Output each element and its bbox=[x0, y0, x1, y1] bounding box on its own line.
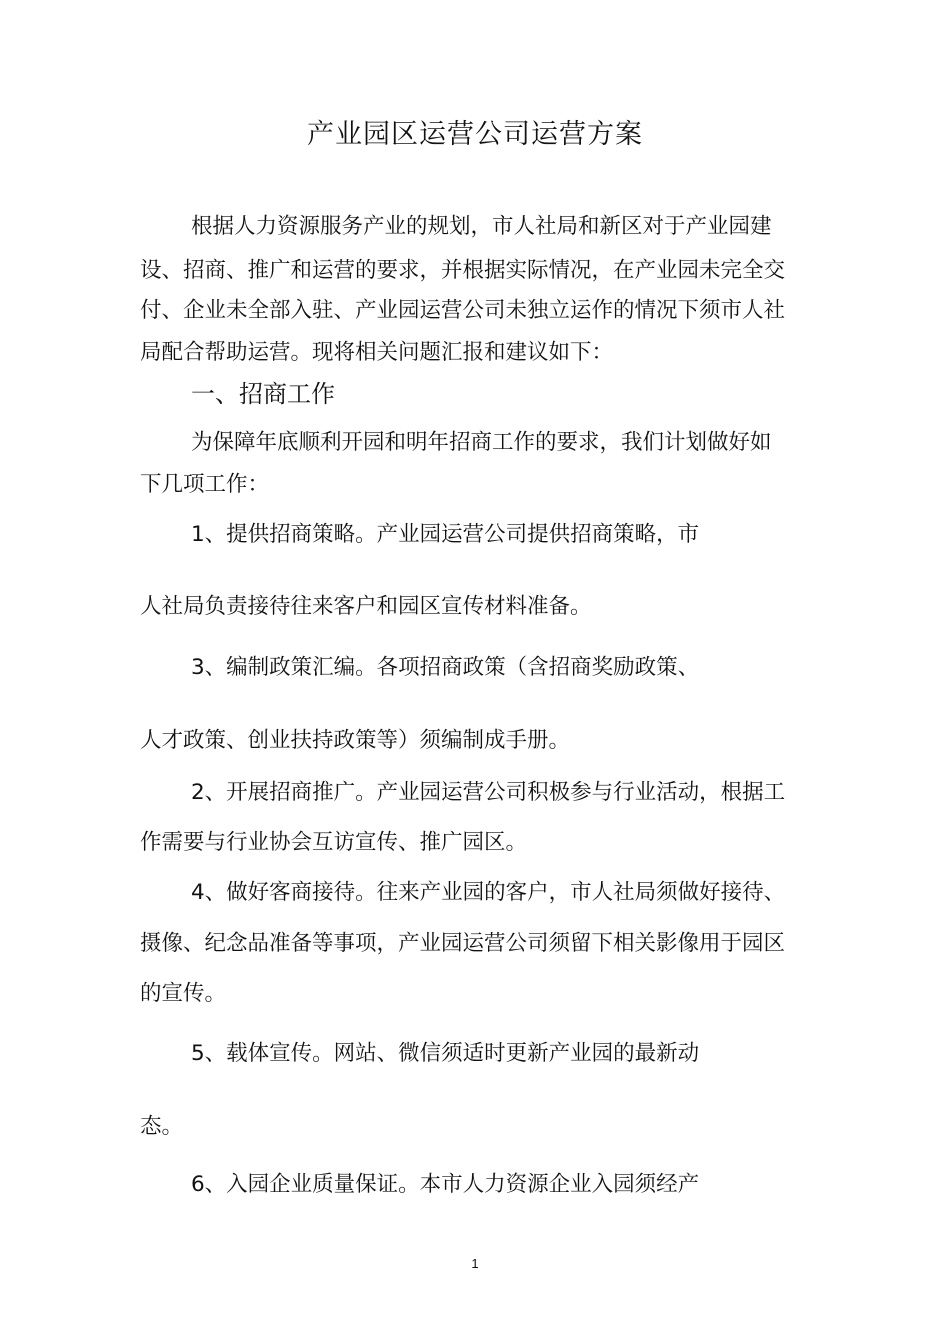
paragraph-line: 设、招商、推广和运营的要求，并根据实际情况，在产业园未完全交 bbox=[140, 258, 786, 283]
paragraph-line: 态。 bbox=[140, 1114, 184, 1139]
paragraph-line: 4、做好客商接待。往来产业园的客户，市人社局须做好接待、 bbox=[191, 880, 786, 905]
paragraph-line: 摄像、纪念品准备等事项，产业园运营公司须留下相关影像用于园区 bbox=[140, 931, 786, 956]
paragraph-line: 3、编制政策汇编。各项招商政策（含招商奖励政策、 bbox=[191, 655, 700, 680]
section-heading: 一、招商工作 bbox=[191, 380, 335, 408]
paragraph-line: 根据人力资源服务产业的规划，市人社局和新区对于产业园建 bbox=[191, 214, 772, 239]
paragraph-line: 5、载体宣传。网站、微信须适时更新产业园的最新动 bbox=[191, 1041, 700, 1066]
paragraph-line: 作需要与行业协会互访宣传、推广园区。 bbox=[140, 830, 528, 855]
paragraph-line: 人社局负责接待往来客户和园区宣传材料准备。 bbox=[140, 594, 592, 619]
paragraph-line: 人才政策、创业扶持政策等）须编制成手册。 bbox=[140, 728, 571, 753]
paragraph-line: 的宣传。 bbox=[140, 981, 227, 1006]
paragraph-line: 下几项工作： bbox=[140, 472, 270, 497]
document-title: 产业园区运营公司运营方案 bbox=[307, 119, 643, 150]
paragraph-line: 6、入园企业质量保证。本市人力资源企业入园须经产 bbox=[191, 1172, 700, 1197]
paragraph-line: 1、提供招商策略。产业园运营公司提供招商策略，市 bbox=[191, 522, 700, 547]
page-number: 1 bbox=[471, 1256, 479, 1271]
paragraph-line: 付、企业未全部入驻、产业园运营公司未独立运作的情况下须市人社 bbox=[140, 298, 786, 323]
paragraph-line: 为保障年底顺利开园和明年招商工作的要求，我们计划做好如 bbox=[191, 430, 772, 455]
paragraph-line: 2、开展招商推广。产业园运营公司积极参与行业活动，根据工 bbox=[191, 780, 786, 805]
paragraph-line: 局配合帮助运营。现将相关问题汇报和建议如下： bbox=[140, 340, 614, 365]
